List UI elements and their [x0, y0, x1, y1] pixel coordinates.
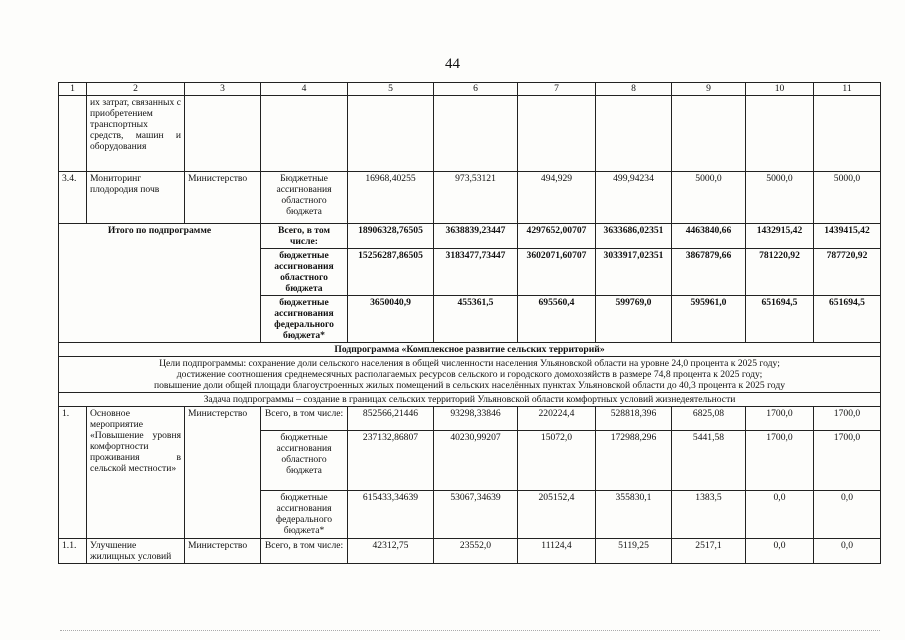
- goal-line: Цели подпрограммы: сохранение доли сельского населения в общей численности населения Ульяновской области на уровне 24,0 процента к 2025 году;: [159, 358, 780, 369]
- col-header: 1: [59, 83, 87, 96]
- col-header: 4: [261, 83, 348, 96]
- subprogram-goals: [59, 357, 881, 393]
- value-cell: 4297652,00707: [518, 224, 596, 249]
- value-cell: 528818,396: [596, 407, 672, 431]
- col-header: 10: [746, 83, 814, 96]
- value-cell: 172988,296: [596, 431, 672, 491]
- col-header: 8: [596, 83, 672, 96]
- value-cell: 787720,92: [814, 249, 881, 296]
- value-cell: 455361,5: [434, 296, 518, 343]
- value-cell: 16968,40255: [348, 172, 434, 224]
- goal-line: повышение доли общей площади благоустроенных жилых помещений в сельских населённых пунктах Ульяновской области до 40,3 процента к 2025 году: [153, 380, 786, 391]
- subprogram-task-row: [59, 393, 881, 407]
- value-cell: 5000,0: [814, 172, 881, 224]
- budget-table: [58, 82, 881, 564]
- value-cell: 3867879,66: [672, 249, 746, 296]
- header-row: [59, 83, 881, 96]
- funding-source: Всего, в том числе:: [261, 539, 348, 564]
- continuation-row: [59, 96, 881, 172]
- value-cell: 1700,0: [746, 431, 814, 491]
- value-cell: 220224,4: [518, 407, 596, 431]
- col-header: 7: [518, 83, 596, 96]
- funding-source: Всего, в том числе:: [261, 407, 348, 431]
- value-cell: 205152,4: [518, 491, 596, 539]
- subprogram-title: Подпрограмма «Комплексное развитие сельских территорий»: [59, 343, 881, 357]
- value-cell: 40230,99207: [434, 431, 518, 491]
- funding-source: Бюджетные ассигнования областного бюджета: [261, 172, 348, 224]
- page-footer-line: [60, 630, 880, 632]
- value-cell: 42312,75: [348, 539, 434, 564]
- value-cell: 1700,0: [746, 407, 814, 431]
- activity-name: Основное мероприятие «Повышение уровня комфортности проживания в сельской местности»: [87, 407, 185, 539]
- executor: Министерство: [185, 407, 261, 539]
- value-cell: 1383,5: [672, 491, 746, 539]
- funding-source: бюджетные ассигнования областного бюджета: [261, 249, 348, 296]
- value-cell: 2517,1: [672, 539, 746, 564]
- value-cell: 3650040,9: [348, 296, 434, 343]
- table-row: [59, 407, 881, 431]
- value-cell: 695560,4: [518, 296, 596, 343]
- row-number: 1.: [59, 407, 87, 539]
- page-number: 44: [445, 56, 460, 72]
- value-cell: 1439415,42: [814, 224, 881, 249]
- value-cell: 1700,0: [814, 431, 881, 491]
- value-cell: 973,53121: [434, 172, 518, 224]
- row-number: 3.4.: [59, 172, 87, 224]
- col-header: 2: [87, 83, 185, 96]
- subprogram-title-row: [59, 343, 881, 357]
- value-cell: 5441,58: [672, 431, 746, 491]
- value-cell: 237132,86807: [348, 431, 434, 491]
- value-cell: 53067,34639: [434, 491, 518, 539]
- funding-source: Всего, в том числе:: [261, 224, 348, 249]
- col-header: 5: [348, 83, 434, 96]
- value-cell: 15256287,86505: [348, 249, 434, 296]
- subprogram-task: Задача подпрограммы – создание в границах сельских территорий Ульяновской области комфортных условий жизнедеятельности: [59, 393, 881, 407]
- funding-source: бюджетные ассигнования областного бюджета: [261, 431, 348, 491]
- value-cell: 11124,4: [518, 539, 596, 564]
- value-cell: 494,929: [518, 172, 596, 224]
- value-cell: 5000,0: [672, 172, 746, 224]
- value-cell: 23552,0: [434, 539, 518, 564]
- activity-name: Мониторинг плодородия почв: [87, 172, 185, 224]
- value-cell: 355830,1: [596, 491, 672, 539]
- continuation-text: их затрат, связанных с приобретением транспортных средств, машин и оборудования: [87, 96, 185, 172]
- value-cell: 6825,08: [672, 407, 746, 431]
- funding-source: бюджетные ассигнования федерального бюджета*: [261, 491, 348, 539]
- col-header: 6: [434, 83, 518, 96]
- funding-source: бюджетные ассигнования федерального бюджета*: [261, 296, 348, 343]
- value-cell: 3602071,60707: [518, 249, 596, 296]
- value-cell: 3183477,73447: [434, 249, 518, 296]
- total-label: Итого по подпрограмме: [59, 224, 261, 343]
- col-header: 11: [814, 83, 881, 96]
- executor: Министерство: [185, 172, 261, 224]
- value-cell: 1700,0: [814, 407, 881, 431]
- value-cell: 499,94234: [596, 172, 672, 224]
- value-cell: 0,0: [746, 539, 814, 564]
- value-cell: 3638839,23447: [434, 224, 518, 249]
- value-cell: 1432915,42: [746, 224, 814, 249]
- value-cell: 599769,0: [596, 296, 672, 343]
- table-row: [59, 172, 881, 224]
- value-cell: 615433,34639: [348, 491, 434, 539]
- value-cell: 5000,0: [746, 172, 814, 224]
- value-cell: 852566,21446: [348, 407, 434, 431]
- goal-line: достижение соотношения среднемесячных располагаемых ресурсов сельского и городского домохозяйств в размере 74,8 процента к 2025 году;: [176, 369, 763, 380]
- subprogram-goals-row: [59, 357, 881, 393]
- value-cell: 595961,0: [672, 296, 746, 343]
- row-number: 1.1.: [59, 539, 87, 564]
- value-cell: 781220,92: [746, 249, 814, 296]
- value-cell: 0,0: [746, 491, 814, 539]
- total-row: [59, 224, 881, 249]
- value-cell: 5119,25: [596, 539, 672, 564]
- executor: Министерство: [185, 539, 261, 564]
- value-cell: 18906328,76505: [348, 224, 434, 249]
- value-cell: 0,0: [814, 491, 881, 539]
- col-header: 9: [672, 83, 746, 96]
- value-cell: 3033917,02351: [596, 249, 672, 296]
- value-cell: 15072,0: [518, 431, 596, 491]
- table-row: [59, 539, 881, 564]
- value-cell: 3633686,02351: [596, 224, 672, 249]
- activity-name: Улучшение жилищных условий: [87, 539, 185, 564]
- value-cell: 4463840,66: [672, 224, 746, 249]
- value-cell: 651694,5: [814, 296, 881, 343]
- value-cell: 651694,5: [746, 296, 814, 343]
- value-cell: 93298,33846: [434, 407, 518, 431]
- value-cell: 0,0: [814, 539, 881, 564]
- col-header: 3: [185, 83, 261, 96]
